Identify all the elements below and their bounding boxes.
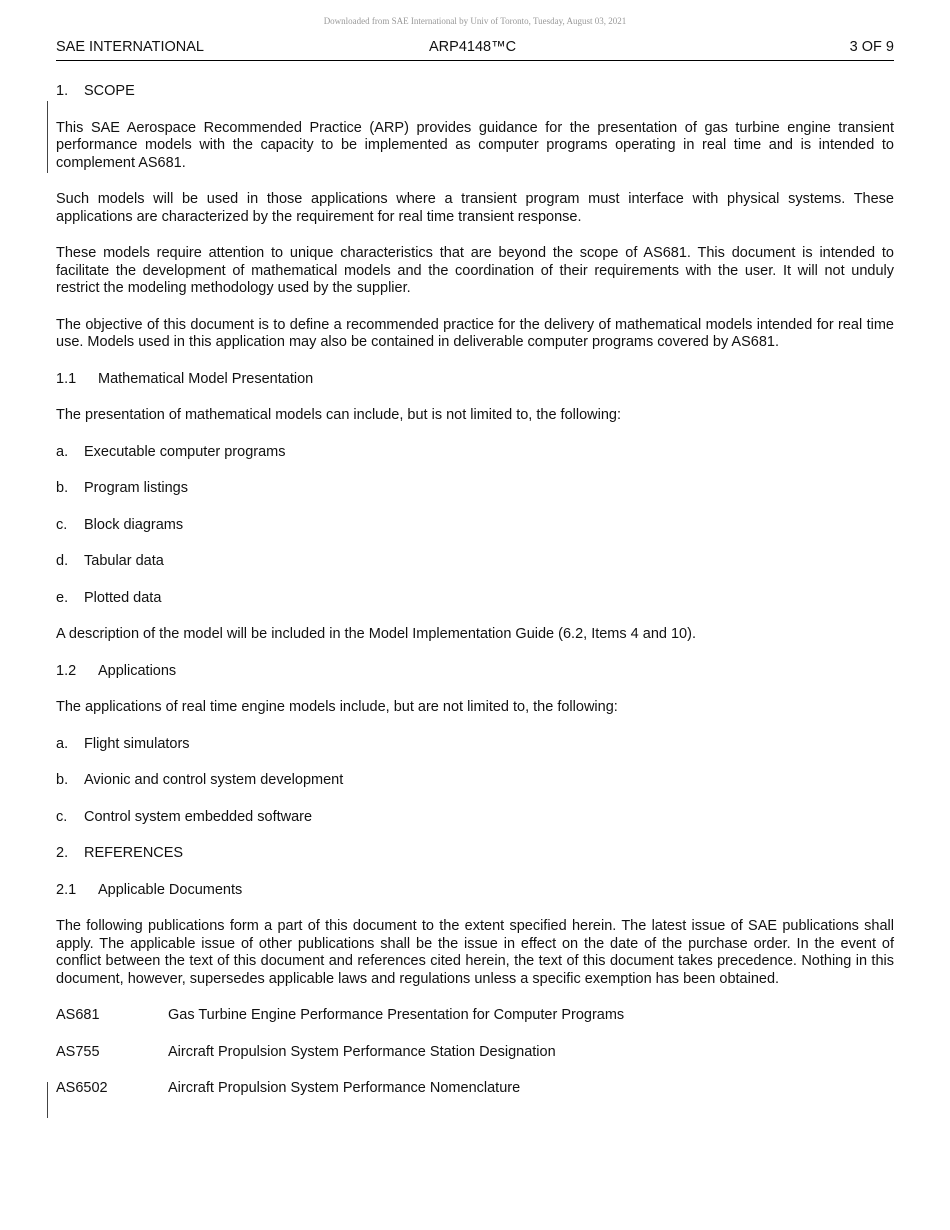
list-text: Plotted data xyxy=(84,589,162,606)
paragraph: The following publications form a part of this document to the extent specified herein. The latest issue of SAE publications shall apply. The applicable issue of other publications shall be the issue in effect on the date of the purchase order. In the event of conflict between the text of this document and references cited herein, the text of this document takes precedence. Nothing in this document, however, supersedes applicable laws and regulations unless a specific exemption has been obtained. xyxy=(56,918,894,987)
change-bar xyxy=(47,1082,48,1118)
paragraph: This SAE Aerospace Recommended Practice (ARP) provides guidance for the presentation of gas turbine engine transient performance models with the capacity to be implemented as computer programs operating in real time and is intended to complement AS681. xyxy=(56,119,894,171)
list-marker: b. xyxy=(56,772,69,788)
section-heading-scope xyxy=(56,83,894,101)
paragraph: These models require attention to unique characteristics that are beyond the scope of AS681. This document is intended to facilitate the development of mathematical models and the coordination of their requirements with the user. It will not unduly restrict the modeling methodology used by the supplier. xyxy=(56,245,894,296)
reference-entry xyxy=(56,1044,894,1062)
section-number: 1.2 xyxy=(56,662,77,679)
list-marker: c. xyxy=(56,808,68,825)
list-marker: e. xyxy=(56,589,69,606)
section-title: Mathematical Model Presentation xyxy=(98,370,314,387)
list-text: Tabular data xyxy=(84,553,164,569)
list-text: Control system embedded software xyxy=(84,808,313,825)
section-title: REFERENCES xyxy=(84,845,184,861)
paragraph: The presentation of mathematical models can include, but is not limited to, the following: xyxy=(56,407,621,423)
paragraph: The applications of real time engine models include, but are not limited to, the following: xyxy=(56,699,618,715)
header-page-number: 3 OF 9 xyxy=(849,39,894,55)
section-heading-model-presentation xyxy=(56,371,894,389)
list-marker: a. xyxy=(56,443,69,460)
paragraph: A description of the model will be included in the Model Implementation Guide (6.2, Items 4 and 10). xyxy=(56,626,696,642)
section-heading-applications xyxy=(56,663,894,681)
list-item xyxy=(56,809,894,827)
section-title: Applications xyxy=(98,662,177,679)
section-number: 2. xyxy=(56,845,69,861)
reference-entry xyxy=(56,1007,894,1025)
paragraph: Such models will be used in those applications where a transient program must interface with physical systems. These applications are characterized by the requirement for real time transient response. xyxy=(56,191,894,225)
section-heading-applicable-documents xyxy=(56,882,894,900)
reference-title: Aircraft Propulsion System Performance Nomenclature xyxy=(168,1080,521,1096)
list-text: Flight simulators xyxy=(84,735,190,752)
download-watermark: Downloaded from SAE International by Univ of Toronto, Tuesday, August 03, 2021 xyxy=(323,16,627,26)
list-marker: b. xyxy=(56,480,69,496)
reference-code: AS6502 xyxy=(56,1080,108,1096)
reference-code: AS681 xyxy=(56,1007,100,1023)
section-number: 1. xyxy=(56,83,69,99)
list-item xyxy=(56,480,894,498)
section-number: 2.1 xyxy=(56,881,77,898)
section-number: 1.1 xyxy=(56,370,77,387)
section-title: Applicable Documents xyxy=(98,881,243,898)
list-marker: d. xyxy=(56,553,69,569)
paragraph: The objective of this document is to define a recommended practice for the delivery of mathematical models intended for real time use. Models used in this application may also be contained in deliverable computer programs covered by AS681. xyxy=(56,316,894,350)
list-item xyxy=(56,553,894,571)
header-org: SAE INTERNATIONAL xyxy=(56,39,204,55)
page-body xyxy=(56,83,894,1117)
list-item xyxy=(56,772,894,790)
reference-title: Gas Turbine Engine Performance Presentation for Computer Programs xyxy=(168,1007,625,1023)
reference-code: AS755 xyxy=(56,1043,100,1060)
list-text: Executable computer programs xyxy=(84,443,286,460)
list-item xyxy=(56,590,894,608)
list-item xyxy=(56,736,894,754)
list-text: Avionic and control system development xyxy=(84,772,344,788)
header-doc-number: ARP4148™C xyxy=(429,39,517,55)
list-text: Program listings xyxy=(84,480,188,496)
list-text: Block diagrams xyxy=(84,516,184,533)
list-marker: a. xyxy=(56,735,69,752)
section-heading-references xyxy=(56,845,894,863)
section-title: SCOPE xyxy=(84,83,135,99)
list-item xyxy=(56,444,894,462)
page-header xyxy=(56,38,894,61)
list-item xyxy=(56,517,894,535)
reference-entry xyxy=(56,1080,894,1098)
change-bar xyxy=(47,101,48,173)
reference-title: Aircraft Propulsion System Performance Station Designation xyxy=(168,1043,556,1060)
list-marker: c. xyxy=(56,516,68,533)
